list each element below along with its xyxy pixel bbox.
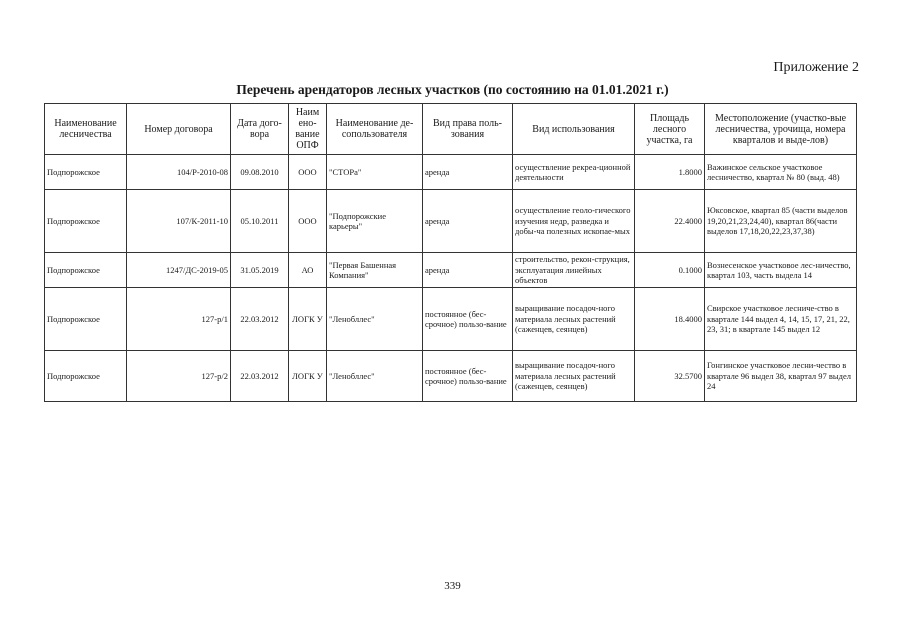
cell-location: Важинское сельское участковое лесничество, квартал № 80 (выд. 48) bbox=[705, 155, 857, 190]
cell-location: Юксовское, квартал 85 (части выделов 19,20,21,23,24,40), квартал 86(части выделов 17,18,20,22,23,37,38) bbox=[705, 190, 857, 253]
table-row bbox=[45, 190, 857, 253]
cell-right-type: постоянное (бес-срочное) пользо-вание bbox=[423, 351, 513, 402]
table-row bbox=[45, 288, 857, 351]
cell-forest-user: "СТОРа" bbox=[327, 155, 423, 190]
cell-use-type: осуществление рекреа-ционной деятельности bbox=[513, 155, 635, 190]
cell-legal-form: ООО bbox=[289, 190, 327, 253]
lessees-table bbox=[44, 103, 857, 402]
cell-contract-number: 127-р/1 bbox=[127, 288, 231, 351]
cell-contract-date: 31.05.2019 bbox=[231, 253, 289, 288]
cell-location: Вознесенское участковое лес-ничество, квартал 103, часть выдела 14 bbox=[705, 253, 857, 288]
cell-forest-user: "Ленобллес" bbox=[327, 351, 423, 402]
appendix-label: Приложение 2 bbox=[773, 60, 859, 75]
cell-use-type: строительство, рекон-струкция, эксплуатация линейных объектов bbox=[513, 253, 635, 288]
cell-contract-number: 104/Р-2010-08 bbox=[127, 155, 231, 190]
cell-forest-user: "Подпорожские карьеры" bbox=[327, 190, 423, 253]
cell-contract-date: 09.08.2010 bbox=[231, 155, 289, 190]
cell-legal-form: ООО bbox=[289, 155, 327, 190]
cell-contract-date: 05.10.2011 bbox=[231, 190, 289, 253]
cell-forestry: Подпорожское bbox=[45, 155, 127, 190]
cell-legal-form: АО bbox=[289, 253, 327, 288]
cell-right-type: аренда bbox=[423, 253, 513, 288]
cell-right-type: постоянное (бес-срочное) пользо-вание bbox=[423, 288, 513, 351]
cell-forestry: Подпорожское bbox=[45, 190, 127, 253]
cell-contract-number: 1247/ДС-2019-05 bbox=[127, 253, 231, 288]
cell-area: 18.4000 bbox=[635, 288, 705, 351]
cell-location: Гонгинское участковое лесни-чество в квартале 96 выдел 38, квартал 97 выдел 24 bbox=[705, 351, 857, 402]
cell-legal-form: ЛОГК У bbox=[289, 288, 327, 351]
cell-forest-user: "Первая Башенная Компания" bbox=[327, 253, 423, 288]
cell-right-type: аренда bbox=[423, 155, 513, 190]
cell-forestry: Подпорожское bbox=[45, 253, 127, 288]
cell-forestry: Подпорожское bbox=[45, 351, 127, 402]
cell-use-type: выращивание посадоч-ного материала лесных растений (саженцев, сеянцев) bbox=[513, 288, 635, 351]
cell-contract-number: 107/К-2011-10 bbox=[127, 190, 231, 253]
header-location: Местоположение (участко-вые лесничества, урочища, номера кварталов и выде-лов) bbox=[705, 104, 857, 155]
cell-right-type: аренда bbox=[423, 190, 513, 253]
cell-contract-date: 22.03.2012 bbox=[231, 288, 289, 351]
header-contract-number: Номер договора bbox=[127, 104, 231, 155]
header-use-type: Вид использования bbox=[513, 104, 635, 155]
cell-area: 0.1000 bbox=[635, 253, 705, 288]
header-area: Площадь лесного участка, га bbox=[635, 104, 705, 155]
cell-location: Свирское участковое лесниче-ство в квартале 144 выдел 4, 14, 15, 17, 21, 22, 23, 31; в квартале 145 выдел 12 bbox=[705, 288, 857, 351]
document-title: Перечень арендаторов лесных участков (по состоянию на 01.01.2021 г.) bbox=[236, 82, 669, 97]
header-legal-form: Наим ено-вание ОПФ bbox=[289, 104, 327, 155]
header-forest-user: Наименование де-сопользователя bbox=[327, 104, 423, 155]
header-right-type: Вид права поль-зования bbox=[423, 104, 513, 155]
table-row bbox=[45, 351, 857, 402]
header-contract-date: Дата дого-вора bbox=[231, 104, 289, 155]
cell-forestry: Подпорожское bbox=[45, 288, 127, 351]
table-row bbox=[45, 155, 857, 190]
cell-area: 22.4000 bbox=[635, 190, 705, 253]
cell-contract-number: 127-р/2 bbox=[127, 351, 231, 402]
header-forestry: Наименование лесничества bbox=[45, 104, 127, 155]
cell-legal-form: ЛОГК У bbox=[289, 351, 327, 402]
table-header-row bbox=[45, 104, 857, 155]
cell-use-type: осуществление геоло-гического изучения недр, разведка и добы-ча полезных ископае-мых bbox=[513, 190, 635, 253]
page-number: 339 bbox=[444, 580, 461, 592]
cell-area: 1.8000 bbox=[635, 155, 705, 190]
table-row bbox=[45, 253, 857, 288]
cell-forest-user: "Ленобллес" bbox=[327, 288, 423, 351]
cell-use-type: выращивание посадоч-ного материала лесных растений (саженцев, сеянцев) bbox=[513, 351, 635, 402]
cell-contract-date: 22.03.2012 bbox=[231, 351, 289, 402]
cell-area: 32.5700 bbox=[635, 351, 705, 402]
